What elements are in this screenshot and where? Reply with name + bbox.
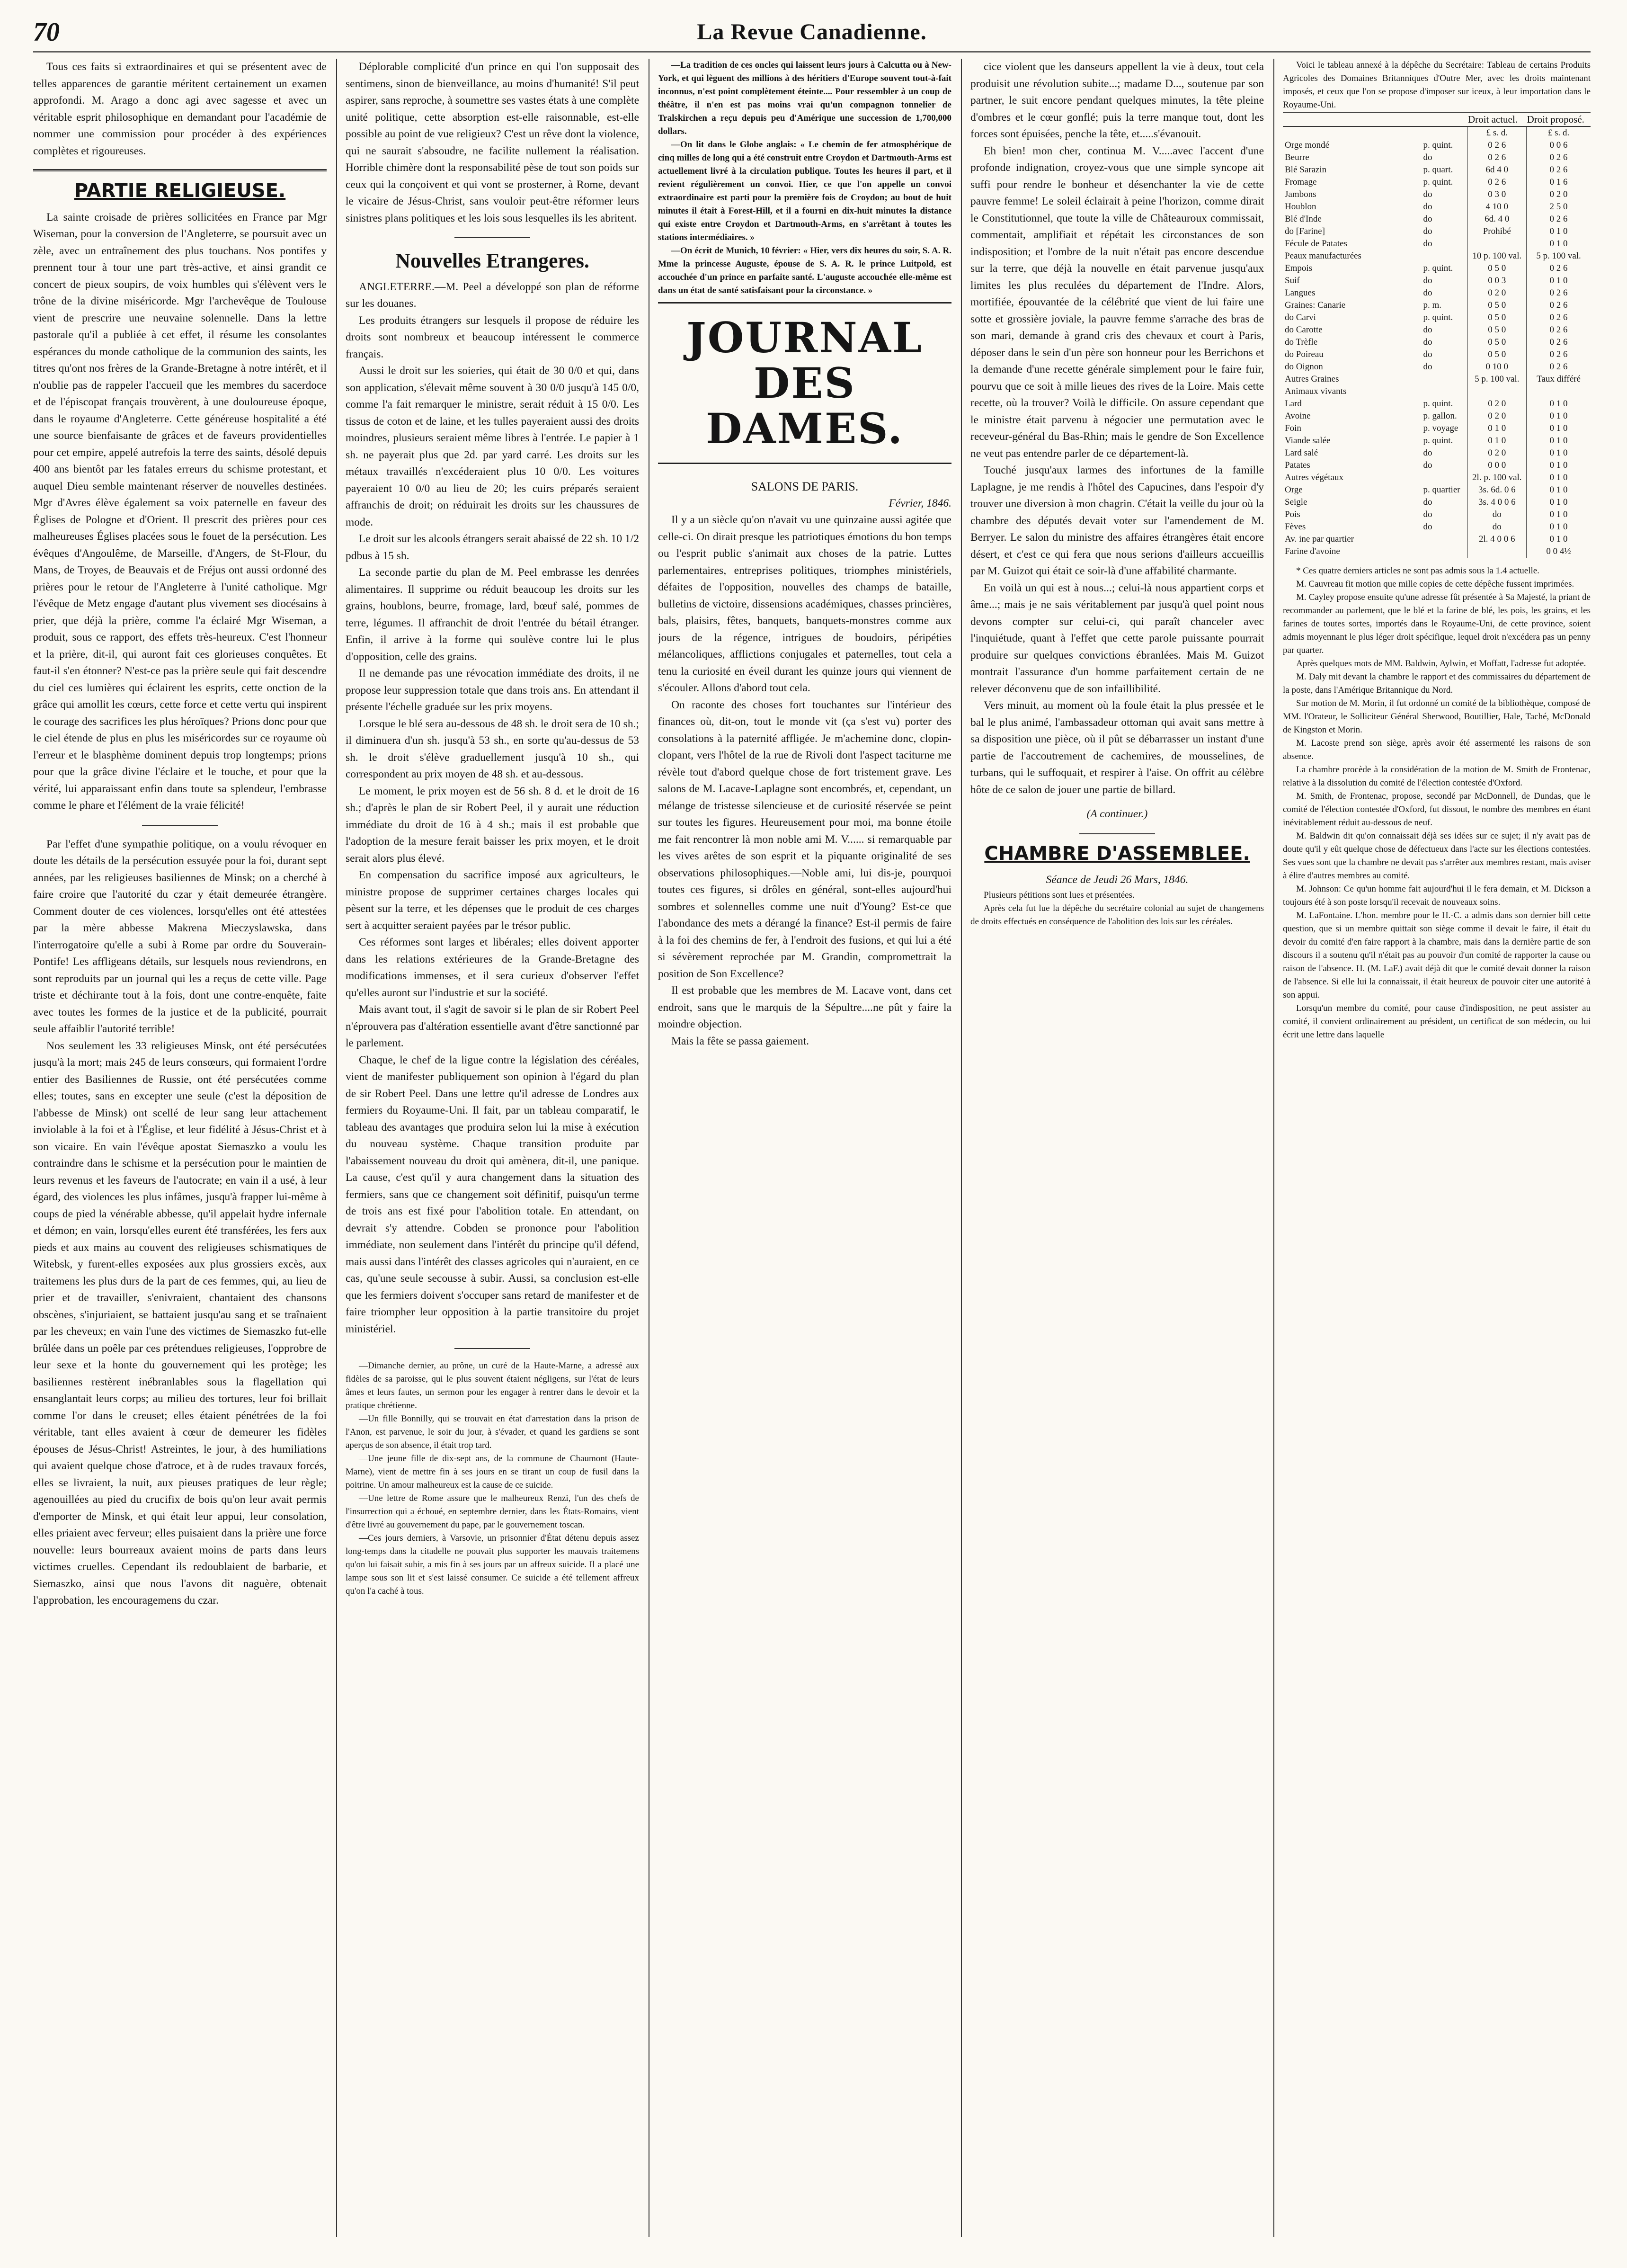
- table-row: [1283, 312, 1591, 324]
- to-be-continued: (A continuer.): [1086, 808, 1148, 820]
- column-header: Droit proposé.: [1527, 112, 1591, 126]
- column-1: [33, 59, 327, 2246]
- current-duty-cell: do: [1467, 521, 1527, 533]
- unit-cell: do: [1423, 226, 1432, 236]
- table-row: [1283, 422, 1591, 435]
- masthead: La Revue Canadienne.: [697, 19, 927, 45]
- table-row: [1283, 398, 1591, 410]
- proposed-duty-cell: 0 2 6: [1527, 299, 1591, 312]
- unit-cell: do: [1423, 497, 1432, 507]
- table-row: [1283, 250, 1591, 262]
- paragraph: Le moment, le prix moyen est de 56 sh. 8 d. et le droit de 16 sh.; d'après le plan de sir Robert Peel, il y aurait une réduction immédiate du droit de 16 à 4 sh.; mais il est probable que l'adoption de la mesure ferait baisser les prix moyen, et le droit serait alors plus élevé.: [346, 785, 639, 865]
- paragraph: La seconde partie du plan de M. Peel embrasse les denrées alimentaires. Il supprime ou réduit beaucoup les droits sur les grains, houblons, beurre, fromage, lard, bœuf salé, pommes de terre, légumes. Il affranchit de droit l'entrée du bétail étranger. Enfin, il arrive à la forme qui soulève contre lui le plus d'opposition, celle des grains.: [346, 566, 639, 663]
- unit-cell: p. quint.: [1423, 436, 1453, 446]
- paragraph: Le droit sur les alcools étrangers serait abaissé de 22 sh. 10 1/2 pdbus à 15 sh.: [346, 533, 639, 562]
- product-cell: do Poireau: [1285, 349, 1324, 359]
- product-cell: Autres Graines: [1285, 374, 1339, 384]
- current-duty-cell: 4 10 0: [1467, 201, 1527, 213]
- unit-cell: do: [1423, 239, 1432, 249]
- table-row: [1283, 447, 1591, 459]
- current-duty-cell: 2l. p. 100 val.: [1467, 472, 1527, 484]
- unit-cell: p. quint.: [1423, 177, 1453, 187]
- unit-cell: do: [1423, 349, 1432, 359]
- table-row: [1283, 496, 1591, 509]
- proposed-duty-cell: 0 1 0: [1527, 447, 1591, 459]
- divider: [454, 1348, 530, 1349]
- paragraph: M. Cayley propose ensuite qu'une adresse fût présentée à Sa Majesté, la priant de recommander au parlement, que le blé et la farine de blé, les pois, les grains, et les farines de toutes sortes, importés dans le Royaume-Uni, de cette province, soient admis moyennant le plus léger droit spécifique, lequel droit n'excédera pas un penny par quarter.: [1283, 592, 1591, 655]
- column-rule: [1273, 59, 1274, 2237]
- product-cell: do [Farine]: [1285, 226, 1325, 236]
- proposed-duty-cell: 0 0 6: [1527, 139, 1591, 152]
- table-row: [1283, 188, 1591, 201]
- table-row: [1283, 164, 1591, 176]
- current-duty-cell: [1467, 545, 1527, 558]
- unit-cell: [1422, 545, 1468, 558]
- table-row: [1283, 262, 1591, 275]
- column-header: Droit actuel.: [1467, 112, 1527, 126]
- page-header: [33, 17, 1591, 50]
- current-duty-cell: 0 5 0: [1467, 299, 1527, 312]
- product-cell: do Carotte: [1285, 325, 1323, 335]
- proposed-duty-cell: 0 1 0: [1527, 459, 1591, 472]
- column-2: [346, 59, 639, 2246]
- current-duty-cell: 0 2 6: [1467, 152, 1527, 164]
- proposed-duty-cell: 0 2 0: [1527, 188, 1591, 201]
- unit-cell: do: [1423, 276, 1432, 286]
- unit-cell: p. quart.: [1423, 165, 1453, 175]
- proposed-duty-cell: 0 1 0: [1527, 275, 1591, 287]
- unit-cell: do: [1423, 362, 1432, 372]
- news-item: —Ces jours derniers, à Varsovie, un prisonnier d'État détenu depuis assez long-temps dans la citadelle ne pouvait plus supporter les mauvais traitemens qu'on lui faisait subir, a mis fin à ses jours par un affreux suicide. Il a placé une lampe sous son lit et s'est laissé consumer. Ce suicide a été tellement affreux qu'on l'a caché à tous.: [346, 1533, 639, 1596]
- table-header-row: [1283, 112, 1591, 126]
- unit-cell: p. quint.: [1423, 263, 1453, 273]
- product-cell: Jambons: [1285, 189, 1316, 199]
- column-3: [658, 59, 951, 2246]
- unit-cell: do: [1423, 509, 1432, 519]
- intro-paragraph: Tous ces faits si extraordinaires et qui se présentent avec de telles apparences de garantie méritent certainement un examen approfondi. M. Arago a donc agi avec sagesse et avec un véritable esprit philosophique en demandant pour l'académie de nommer une commission pour procéder à des expériences complètes et rigoureuses.: [33, 61, 327, 157]
- current-duty-cell: 0 2 6: [1467, 176, 1527, 188]
- current-duty-cell: 3s. 4 0 0 6: [1467, 496, 1527, 509]
- unit-cell: do: [1423, 522, 1432, 532]
- unit-cell: do: [1423, 152, 1432, 162]
- news-item: —Une jeune fille de dix-sept ans, de la commune de Chaumont (Haute-Marne), vient de mettre fin à ses jours en se tirant un coup de fusil dans la poitrine. Un amour malheureux est la cause de ce suicide.: [346, 1454, 639, 1490]
- paragraph: La sainte croisade de prières sollicitées en France par Mgr Wiseman, pour la conversion de l'Angleterre, se poursuit avec un zèle, avec un entraînement des plus touchans. Nos pontifes y prennent tour à tour une part très-active, et ainsi grandit ce concert de pieux soupirs, de voix humbles qui s'élèvent vers le trône de la divine miséricorde. Mgr l'archevêque de Toulouse vient de prescrire une neuvaine solennelle. Dans la lettre pastorale qu'il a publiée à cet effet, il résume les consolantes espérances du monde catholique de la communion des saints, les titres qu'ont nos frères de la Grande-Bretagne à notre intérêt, et il n'oublie pas de rappeler l'accueil que les membres du sacerdoce et de l'épiscopat français trouvèrent, à une douloureuse époque, dans le royaume d'Angleterre. Cette généreuse hospitalité a été une source bienfaisante de grâces et de faveurs providentielles pour cet empire, appelé autrefois la terre des saints, désolé depuis 400 ans bientôt par les fatales erreurs du schisme protestant, et auquel Dieu semble maintenant réserver de nouvelles destinées. Mgr d'Avres élève également sa voix paternelle en faveur des Églises de Pologne et d'Orient. Il prescrit des prières pour ces malheureuses Églises placées sous le fouet de la persécution. Les évêques d'Angoulême, de Marseille, d'Angers, de St-Flour, du Mans, de Troyes, de Beauvais et de Fréjus ont aussi ordonné des prières pour le retour de l'Angleterre à l'unité catholique. Mgr l'évêque de Metz engage d'autant plus vivement ses diocésains à prier, que déjà la prière, comme l'a éclairé Mgr Wiseman, a produit, sous ce rapport, des effets très-heureux. C'est l'honneur et la prière, dit-il, qui auront fait ces glorieuses conquêtes. Et faut-il s'en étonner? N'est-ce pas la prière seule qui fait descendre du ciel ces lumières qui éclairent les esprits, cette onction de la grâce qui amollit les cœurs, cette force et cette vertu qui inspirent le courage des sacrifices les plus héroïques? Prions donc pour que le ciel étende de plus en plus les miséricordes sur ce royaume où l'erreur et le blasphème dominent depuis trop longtemps; prions pour que la grâce divine l'éclaire et le touche, et pour que la vérité, lui apparaissant enfin dans toute sa splendeur, l'embrasse comme le phare et l'élément de la vraie félicité!: [33, 211, 327, 812]
- table-row: [1283, 348, 1591, 361]
- paragraph: ANGLETERRE.—M. Peel a développé son plan de réforme sur les douanes.: [346, 280, 639, 310]
- page-number: 70: [33, 18, 60, 47]
- product-cell: Fèves: [1285, 522, 1306, 532]
- current-duty-cell: 10 p. 100 val.: [1467, 250, 1527, 262]
- proposed-duty-cell: 0 2 6: [1527, 348, 1591, 361]
- current-duty-cell: [1467, 385, 1527, 398]
- table-row: [1283, 336, 1591, 348]
- table-row: [1283, 459, 1591, 472]
- paragraph: Vers minuit, au moment où la foule était la plus pressée et le bal le plus animé, l'ambassadeur ottoman qui avait sans mettre à sa disposition une pièce, où il pût se débarrasser un instant d'une partie de l'accoutrement de cachemires, de mousselines, de turbans, qui le suffoquait, et respirer à l'aise. On offrit au célèbre hôte de ce salon de jouer une partie de billard.: [970, 699, 1264, 796]
- unit-cell: do: [1423, 288, 1432, 298]
- current-duty-cell: 0 5 0: [1467, 312, 1527, 324]
- current-duty-cell: 0 5 0: [1467, 348, 1527, 361]
- proposed-duty-cell: 0 1 0: [1527, 398, 1591, 410]
- paragraph: En compensation du sacrifice imposé aux agriculteurs, le ministre propose de supprimer certaines charges locales qui pèsent sur la terre, et les dépenses que le produit de ces charges sert à acquitter seraient payées par le trésor public.: [346, 869, 639, 932]
- paragraph: On raconte des choses fort touchantes sur l'intérieur des finances où, dit-on, tout le monde vit (ça s'est vu) porter des consolations à la paternité affligée. Je m'achemine donc, clopin-clopant, vers l'hôtel de la rue de Rivoli dont l'aspect taciturne me révèle tout d'abord quelque chose de fort tristement grave. Les salons de M. Lacave-Laplagne sont encombrés, et, cependant, un mélange de tristesse silencieuse et de curiosité réservée se peint sur toutes les figures. Heureusement pour moi, ma bonne étoile me fait rencontrer là mon noble ami M. V...... si remarquable par les vives arêtes de son esprit et la piquante originalité de ses observations philosophiques.—Noble ami, lui dis-je, pourquoi toutes ces figures, si drôles en général, sont-elles aujourd'hui sombres et solennelles comme une nuit d'Young? Est-ce que l'abondance des mets a dérangé la finance? Est-il permis de faire à la foi des chemins de fer, à l'endroit des fusions, et qui lui a été si sévèrement reprochée par M. Grandin, compromettrait la position de Son Excellence?: [658, 698, 951, 980]
- proposed-duty-cell: 0 1 0: [1527, 533, 1591, 545]
- unit-cell: [1422, 385, 1468, 398]
- product-cell: Pois: [1285, 509, 1300, 519]
- proposed-duty-cell: 0 2 6: [1527, 152, 1591, 164]
- proposed-duty-cell: 0 2 6: [1527, 312, 1591, 324]
- tariff-table: [1283, 112, 1591, 558]
- product-cell: Seigle: [1285, 497, 1307, 507]
- product-cell: do Trèfle: [1285, 337, 1318, 347]
- column-4: [970, 59, 1264, 2246]
- paragraph: Lorsque le blé sera au-dessous de 48 sh. le droit sera de 10 sh.; il diminuera d'un sh. jusqu'à 53 sh., en sorte qu'au-dessus de 53 sh. le droit s'élève graduellement jusqu'à 10 sh., qui correspondent au prix moyen de 48 sh. et au-dessous.: [346, 717, 639, 780]
- current-duty-cell: 0 5 0: [1467, 324, 1527, 336]
- unit-cell: do: [1423, 448, 1432, 458]
- current-duty-cell: 0 1 0: [1467, 435, 1527, 447]
- unit-cell: p. quint.: [1423, 140, 1453, 150]
- table-body: [1283, 139, 1591, 558]
- table-unit-row: [1283, 126, 1591, 139]
- current-duty-cell: 0 5 0: [1467, 336, 1527, 348]
- table-row: [1283, 373, 1591, 385]
- product-cell: Orge: [1285, 485, 1303, 495]
- table-row: [1283, 287, 1591, 299]
- unit-cell: [1422, 373, 1468, 385]
- paragraph: M. Smith, de Frontenac, propose, secondé par McDonnell, de Dundas, que le comité de l'élection contestée d'Oxford, fut dissout, le nombre des membres en étant inévitablement réduit au-dessous de neuf.: [1283, 791, 1591, 828]
- news-item: —On écrit de Munich, 10 février: « Hier, vers dix heures du soir, S. A. R. Mme la princesse Auguste, épouse de S. A. R. le prince Luitpold, est accouchée d'un prince en parfaite santé. L'auguste accouchée elle-même est dans un état de santé satisfaisant pour la circonstance. »: [658, 246, 951, 295]
- unit-cell: p. gallon.: [1423, 411, 1457, 421]
- proposed-duty-cell: 0 1 0: [1527, 496, 1591, 509]
- table-row: [1283, 238, 1591, 250]
- paragraph: Il ne demande pas une révocation immédiate des droits, il ne propose leur suppression totale que dans trois ans. En attendant il présente l'échelle graduée sur les prix moyens.: [346, 667, 639, 713]
- unit-cell: do: [1423, 337, 1432, 347]
- current-duty-cell: 5 p. 100 val.: [1467, 373, 1527, 385]
- table-intro: Voici le tableau annexé à la dépêche du Secrétaire: Tableau de certains Produits Agricoles des Domaines Britanniques d'Outre Mer, avec les droits maintenant imposés, et ceux que l'on se propose d'imposer sur iceux, à leur importation dans le Royaume-Uni.: [1283, 60, 1591, 110]
- current-duty-cell: 0 3 0: [1467, 188, 1527, 201]
- proposed-duty-cell: 2 5 0: [1527, 201, 1591, 213]
- paragraph: Mais la fête se passa gaiement.: [671, 1035, 809, 1047]
- table-row: [1283, 435, 1591, 447]
- paragraph: Les produits étrangers sur lesquels il propose de réduire les droits sont nombreux et beaucoup intéressent le commerce français.: [346, 314, 639, 360]
- paragraph: Plusieurs pétitions sont lues et présentées.: [984, 890, 1135, 900]
- table-row: [1283, 201, 1591, 213]
- paragraph: M. Daly mit devant la chambre le rapport et des commissaires du département de la poste, dans l'Amérique Britannique du Nord.: [1283, 672, 1591, 695]
- divider: [33, 169, 327, 171]
- unit-cell: p. quint.: [1423, 399, 1453, 409]
- current-duty-cell: 3s. 6d. 0 6: [1467, 484, 1527, 496]
- current-duty-cell: [1467, 238, 1527, 250]
- table-row: [1283, 324, 1591, 336]
- current-duty-cell: 0 5 0: [1467, 262, 1527, 275]
- product-cell: do Carvi: [1285, 313, 1316, 322]
- column-5: [1283, 59, 1591, 2246]
- section-title-chambre: CHAMBRE D'ASSEMBLEE.: [984, 842, 1250, 865]
- proposed-duty-cell: 5 p. 100 val.: [1527, 250, 1591, 262]
- table-row: [1283, 152, 1591, 164]
- current-duty-cell: 0 2 0: [1467, 447, 1527, 459]
- product-cell: Blé Sarazin: [1285, 165, 1327, 175]
- proposed-duty-cell: 0 1 0: [1527, 472, 1591, 484]
- unit-cell: do: [1423, 460, 1432, 470]
- proposed-duty-cell: 0 1 0: [1527, 238, 1591, 250]
- proposed-duty-cell: 0 1 0: [1527, 509, 1591, 521]
- unit-cell: p. voyage: [1423, 423, 1458, 433]
- table-row: [1283, 299, 1591, 312]
- paragraph: Il est probable que les membres de M. Lacave vont, dans cet endroit, sans que le marquis de la Sépultre....ne pût y faire la moindre objection.: [658, 984, 951, 1030]
- product-cell: Orge mondé: [1285, 140, 1330, 150]
- divider: [142, 825, 218, 826]
- unit-label: £ s. d.: [1467, 126, 1527, 139]
- product-cell: Suif: [1285, 276, 1300, 286]
- unit-cell: [1422, 533, 1468, 545]
- product-cell: Foin: [1285, 423, 1301, 433]
- proposed-duty-cell: 0 1 0: [1527, 410, 1591, 422]
- paragraph: Après quelques mots de MM. Baldwin, Aylwin, et Moffatt, l'adresse fut adoptée.: [1296, 659, 1586, 669]
- product-cell: Blé d'Inde: [1285, 214, 1322, 224]
- paragraph: M. Cauvreau fit motion que mille copies de cette dépêche fussent imprimées.: [1296, 579, 1574, 589]
- product-cell: Farine d'avoine: [1285, 546, 1340, 556]
- paragraph: Il y a un siècle qu'on n'avait vu une quinzaine aussi agitée que celle-ci. On dirait presque les patriotiques émotions du bon temps ou l'esprit public s'animait aux choses de la patrie. Luttes parlementaires, entreprises politiques, triomphes ministériels, défaites de l'opposition, nouvelles des champs de bataille, bulletins de victoire, dissensions académiques, chasses princières, bals, plaisirs, fêtes, banquets, banquets-monstres comme aux jours de la régence, intrigues de boudoirs, péripéties mélancoliques, afflictions conjugales et paternelles, tout cela a tenu la curiosité en éveil durant les quinze jours qui viennent de s'écouler. Allons d'abord tout cela.: [658, 514, 951, 694]
- paragraph: Eh bien! mon cher, continua M. V.....avec l'accent d'une profonde indignation, croyez-vous que une simple syncope ait suffi pour rendre le bonheur et désenchanter la vie de cette pauvre femme! Le soleil éclairait à peine l'horizon, comme dirait le Constitutionnel, que toute la ville de Châteauroux commissait, commentait, amplifiait et répétait les circonstances de son indisposition; et l'ombre de la nuit n'était pas encore descendue sur la terre, que déjà la nouvelle en était parvenue jusqu'aux limites les plus reculées du département de l'Indre. Alors, mortifiée, épouvantée de la célébrité que vient de lui faire une sotte et grossière joviale, la pauvre femme s'arrache des bras de son mari, demande à grand cris des chevaux et court à Paris, déposer dans le sein d'un père son honneur pour les Berrichons et la demande d'une recette générale simplement pour le faire fuir, pourvu que ce soit à mille lieues des rives de la Loire. Mais cette recette, où la trouver? Voilà le difficile. On assure cependant que le ministre était parvenu à négocier une permutation avec le receveur-général du Bas-Rhin; mais le gendre de Son Excellence ne veut pas entendre parler de ce département-là.: [970, 144, 1264, 460]
- proposed-duty-cell: 0 2 6: [1527, 164, 1591, 176]
- session-date: Séance de Jeudi 26 Mars, 1846.: [1046, 874, 1189, 886]
- paragraph: En voilà un qui est à nous...; celui-là nous appartient corps et âme...; mais je ne sais véritablement par jusqu'à quel point nous devons compter sur celui-ci, qui paraît chanceler avec l'inquiétude, quant à l'effet que cette parole puissante pourrait produire sur quelques convictions ébranlées. Mais M. Guizot montrait l'assurance d'un homme parfaitement certain de ne relever déconvenu que de son infaillibilité.: [970, 581, 1264, 695]
- paragraph: Par l'effet d'une sympathie politique, on a voulu révoquer en doute les détails de la persécution essuyée pour la foi, durant sept années, par les religieuses basiliennes de Minsk; on a cherché à faire croire que l'autorité du czar y était demeurée étrangère. Comment douter de ces violences, lorsqu'elles ont été attestées par la mère abbesse Makrena Mieczyslawska, dans l'interrogatoire qu'elle a subi à Rome par ordre du Souverain-Pontife! Les affligeans détails, sur lesquels nous reviendrons, en sont reproduits par un journal qui les a reçus de cette ville. Page triste et déchirante tout à la fois, dont une contre-enquête, faite avec toutes les formes de la justice et de la publicité, pourrait seule affaiblir l'autorité terrible!: [33, 838, 327, 1035]
- paragraph: M. LaFontaine. L'hon. membre pour le H.-C. a admis dans son dernier bill cette question, que si un membre quittait son siège comme il devait le faire, il était du devoir du comité d'en faire rapport à la chambre, mais dans la dernière partie de son discours il a soutenu qu'il n'était pas au pouvoir d'un comité de rapporter la cause ou raison de l'absence. H. (M. LaF.) avait déjà dit que le comité devait donner la raison de l'absence. Si elle lui la connaissait, il était heureux de pouvoir citer une autorité à son appui.: [1283, 911, 1591, 1000]
- table-row: [1283, 139, 1591, 152]
- product-cell: Houblon: [1285, 202, 1316, 212]
- table-row: [1283, 176, 1591, 188]
- proposed-duty-cell: 0 2 6: [1527, 324, 1591, 336]
- unit-label: £ s. d.: [1527, 126, 1591, 139]
- news-item: —On lit dans le Globe anglais: « Le chemin de fer atmosphérique de cinq milles de long qui a été construit entre Croydon et Dartmouth-Arms est actuellement livré à la circulation publique. Toutes les heures il part, et il revient régulièrement un convoi. Hier, ce que l'on appelle un convoi extraordinaire est parti pour la première fois de Croydon; au bout de huit minutes il était à Forest-Hill, et il a fourni en dix-huit minutes la distance qui existe entre Croydon et Dartmouth-Arms, en s'arrêtant à toutes les stations intermédiaires. »: [658, 140, 951, 242]
- unit-cell: p. quartier: [1423, 485, 1460, 495]
- table-row: [1283, 545, 1591, 558]
- product-cell: Empois: [1285, 263, 1313, 273]
- product-cell: Viande salée: [1285, 436, 1331, 446]
- proposed-duty-cell: Taux différé: [1527, 373, 1591, 385]
- paragraph: Chaque, le chef de la ligue contre la législation des céréales, vient de manifester publiquement son opinion à l'égard du plan de sir Robert Peel. Dans une lettre qu'il adresse de Londres aux fermiers du Royaume-Uni. Il fait, par un tableau comparatif, le tableau des avantages que produira selon lui la mise à exécution du nouveau système. Chaque transition produite par l'abaissement nouveau du droit qui amènera, dit-il, une panique. La cause, c'est qu'il y aura changement dans la situation des fermiers, sans que ce changement soit définitif, puisqu'un terme de trois ans est fixé pour l'abolition totale. En attendant, on devrait s'y attendre. Cobden se prononce pour l'abolition immédiate, non seulement dans l'intérêt du principe qu'il défend, mais aussi dans l'intérêt des classes agricoles qui n'auraient, en ce cas, qu'une seule secousse à subir. Aussi, sa conclusion est-elle que les fermiers doivent s'occuper sans retard de manifester et de faire triompher leur opposition à la partie transitoire du projet ministériel.: [346, 1054, 639, 1335]
- paragraph: Après cela fut lue la dépêche du secrétaire colonial au sujet de changemens de droits effectués en conséquence de l'abolition des lois sur les céréales.: [970, 903, 1264, 927]
- paragraph: M. Baldwin dit qu'on connaissait déjà ses idées sur ce sujet; il n'y avait pas de doute qu'il y eût quelque chose de défectueux dans l'acte sur les élections contestées. Ses vues sont que la chambre ne devait pas s'arrêter aux membres restant, mais aviser à élire d'autres membres au comité.: [1283, 831, 1591, 881]
- current-duty-cell: 0 0 3: [1467, 275, 1527, 287]
- current-duty-cell: 0 2 0: [1467, 398, 1527, 410]
- divider: [1079, 833, 1155, 834]
- proposed-duty-cell: 0 2 6: [1527, 336, 1591, 348]
- paragraph: La chambre procède à la considération de la motion de M. Smith de Frontenac, relative à la dissolution du comité de l'élection contestée d'Oxford.: [1283, 765, 1591, 788]
- proposed-duty-cell: 0 2 6: [1527, 262, 1591, 275]
- current-duty-cell: Prohibé: [1467, 225, 1527, 238]
- product-cell: Beurre: [1285, 152, 1309, 162]
- product-cell: Avoine: [1285, 411, 1311, 421]
- product-cell: Fécule de Patates: [1285, 239, 1347, 249]
- paragraph: Lorsqu'un membre du comité, pour cause d'indisposition, ne peut assister au comité, il convient ordinairement au président, un certificat de son médecin, ou lui écrit une lettre dans laquelle: [1283, 1003, 1591, 1040]
- table-row: [1283, 385, 1591, 398]
- table-row: [1283, 472, 1591, 484]
- current-duty-cell: 6d. 4 0: [1467, 213, 1527, 225]
- product-cell: Fromage: [1285, 177, 1317, 187]
- paragraph: Aussi le droit sur les soieries, qui était de 30 0/0 et qui, dans son application, s'élevait même souvent à 30 0/0 jusqu'à 145 0/0, comme l'a fait remarquer le ministre, serait réduit à 15 0/0. Les tissus de coton et de laine, et les tulles payeraient aussi des droits moindres, plusieurs seraient même libres à l'entrée. Le papier à 1 sh. ne payerait plus que 2d. par yard carré. Les droits sur les métaux travaillés n'excéderaient plus 10 0/0. Les voitures payeraient 10 0/0 au lieu de 20; les cuirs préparés seraient affranchis de droit; on réduirait les droits sur les chaussures de mode.: [346, 365, 639, 528]
- divider: [454, 237, 530, 238]
- proposed-duty-cell: 0 2 6: [1527, 361, 1591, 373]
- news-item: —Une lettre de Rome assure que le malheureux Renzi, l'un des chefs de l'insurrection qui a échoué, en septembre dernier, dans les États-Romains, vient d'être livré au gouvernement du pape, par le gouvernement toscan.: [346, 1493, 639, 1530]
- proposed-duty-cell: 0 0 4½: [1527, 545, 1591, 558]
- unit-cell: [1422, 472, 1468, 484]
- proposed-duty-cell: 0 1 6: [1527, 176, 1591, 188]
- product-cell: Patates: [1285, 460, 1310, 470]
- proposed-duty-cell: 0 1 0: [1527, 484, 1591, 496]
- paragraph: Nos seulement les 33 religieuses Minsk, ont été persécutées jusqu'à la mort; mais 245 de leurs consœurs, qui formaient l'ordre entier des Basiliennes de Russie, ont été persécutées comme elles; toutes, sans en excepter une seule (c'est la déposition de l'abbesse de Minsk) ont scellé de leur sang leur attachement inviolable à la foi et à l'Église, et leur fidélité à Jésus-Christ et à son vicaire. En vain l'évêque apostat Siemaszko a voulu les contraindre dans le schisme et la persécution pour le maintien de leurs revenus et les faveurs de l'autocrate; en vain il a usé, à leur égard, des violences les plus infâmes, jusqu'à frapper lui-même à coups de pied la vénérable abbesse, qu'il appelait hydre infernale et démon; en vain, lorsqu'elles eurent été transférées, les fers aux pieds et aux mains au couvent des religieuses schismatiques de Witebsk, y furent-elles exposées aux plus grossiers excès, aux traitemens les plus durs de la part de ces femmes, qui, au lieu de prier et de travailler, s'enivraient, chantaient des chansons obscènes, s'injuriaient, se battaient jusqu'au sang et se traînaient par les cheveux; en vain l'une des victimes de Siemaszko fut-elle brûlée dans un poêle par ces prétendues religieuses, l'opprobre de leur sexe et la honte du gouvernement qui les protège; les basiliennes restèrent inébranlables sous la flagellation qui ensanglantait leurs corps; au milieu des tortures, leur foi brillait comme l'or dans le creuset; elles étaient pénétrées de la foi véritable, tant elles avaient à cœur de demeurer les fidèles épouses de Jésus-Christ! Astreintes, le jour, à des humiliations qui avaient quelque chose d'atroce, et à de rudes travaux forcés, elles se livraient, la nuit, aux pieuses pratiques de leur règle; agenouillées au pied du crucifix de bois qu'on leur avait permis d'emporter de Minsk, et qui était leur appui, leur consolation, elles priaient avec ferveur; elles puisaient dans la prière une force nouvelle: leurs bourreaux avaient moins de parts dans leurs victimes cruelles. Cependant ils redoublaient de barbarie, et Siemaszko, ainsi que nous l'avons dit naguère, obtenait l'approbation, les encouragemens du czar.: [33, 1039, 327, 1607]
- journal-des-dames-title: JOURNAL DES DAMES.: [658, 302, 951, 464]
- paragraph: M. Johnson: Ce qu'un homme fait aujourd'hui il le fera demain, et M. Dickson a toujours été à son poste lorsqu'il recevait de nouveaux soins.: [1283, 884, 1591, 907]
- table-row: [1283, 484, 1591, 496]
- proposed-duty-cell: 0 1 0: [1527, 225, 1591, 238]
- product-cell: Lard: [1285, 399, 1302, 409]
- unit-cell: [1422, 250, 1468, 262]
- product-cell: Peaux manufacturées: [1285, 251, 1361, 261]
- proposed-duty-cell: 0 1 0: [1527, 521, 1591, 533]
- proposed-duty-cell: 0 2 6: [1527, 287, 1591, 299]
- paragraph: M. Lacoste prend son siège, après avoir été assermenté les raisons de son absence.: [1283, 738, 1591, 761]
- current-duty-cell: 0 1 0: [1467, 422, 1527, 435]
- current-duty-cell: 0 0 0: [1467, 459, 1527, 472]
- dateline: Février, 1846.: [889, 497, 951, 509]
- header-rule: [33, 51, 1591, 53]
- unit-cell: do: [1423, 325, 1432, 335]
- product-cell: Av. ine par quartier: [1285, 534, 1354, 544]
- current-duty-cell: 6d 4 0: [1467, 164, 1527, 176]
- unit-cell: do: [1423, 202, 1432, 212]
- table-row: [1283, 275, 1591, 287]
- table-row: [1283, 410, 1591, 422]
- table-row: [1283, 213, 1591, 225]
- table-row: [1283, 361, 1591, 373]
- paragraph: Mais avant tout, il s'agit de savoir si le plan de sir Robert Peel n'éprouvera pas d'altération essentielle avant d'être sanctionné par le parlement.: [346, 1003, 639, 1049]
- current-duty-cell: 0 2 6: [1467, 139, 1527, 152]
- product-cell: Autres végétaux: [1285, 473, 1343, 482]
- news-item: —La tradition de ces oncles qui laissent leurs jours à Calcutta ou à New-York, et qui lèguent des millions à des héritiers d'Europe souvent tout-à-fait inconnus, n'est point complètement éteinte.... Pour ressembler à un coup de théâtre, il n'en est pas moins vrai qu'un compagnon tonnelier de Tralskirchen a reçu depuis peu d'Amérique une succession de 1,700,000 dollars.: [658, 60, 951, 136]
- unit-cell: do: [1423, 214, 1432, 224]
- paragraph: Touché jusqu'aux larmes des infortunes de la famille Laplagne, je me rendis à l'hôtel des Capucines, dans l'espoir d'y trouver une diversion à mon chagrin. C'était la veille du jour où la chambre des députés devait voter sur l'amendement de M. Berryer. Le salon du ministre des affaires étrangères était encore désert, et c'est ce qui fera que nous serions d'ailleurs accueillis par M. Guizot qui était ce soir-là d'une affabilité charmante.: [970, 464, 1264, 577]
- proposed-duty-cell: 0 2 6: [1527, 213, 1591, 225]
- proposed-duty-cell: 0 1 0: [1527, 422, 1591, 435]
- current-duty-cell: 0 10 0: [1467, 361, 1527, 373]
- product-cell: do Oignon: [1285, 362, 1323, 372]
- paragraph: Déplorable complicité d'un prince en qui l'on supposait des sentimens, sinon de bienveillance, au moins d'humanité! S'il peut aspirer, sans reproche, à soumettre ses vastes états à une complète unité politique, cette absorption est-elle raisonnable, est-elle possible au point de vue religieux? C'est un rêve dont la violence, qui ne saurait s'absoudre, ne facilite nullement la réalisation. Horrible chimère dont la responsabilité pèse de tout son poids sur ceux qui la conçoivent et qui vont se prosterner, à Rome, devant le vicaire de Jésus-Christ, sans vouloir peut-être réformer leurs sinistres plans politiques et les lois sous lesquelles ils les abritent.: [346, 61, 639, 224]
- table-row: [1283, 521, 1591, 533]
- subheading: SALONS DE PARIS.: [751, 480, 859, 493]
- section-title-nouvelles: Nouvelles Etrangeres.: [395, 249, 589, 272]
- product-cell: Lard salé: [1285, 448, 1318, 458]
- table-row: [1283, 533, 1591, 545]
- table-row: [1283, 509, 1591, 521]
- column-rule: [336, 59, 337, 2237]
- paragraph: Sur motion de M. Morin, il fut ordonné un comité de la bibliothèque, composé de MM. l'Orateur, le Solliciteur Général Sherwood, Boutillier, Hale, Taché, McDonald de Kingston et Morin.: [1283, 698, 1591, 735]
- unit-cell: do: [1423, 189, 1432, 199]
- proposed-duty-cell: 0 1 0: [1527, 435, 1591, 447]
- column-rule: [961, 59, 962, 2237]
- paragraph: cice violent que les danseurs appellent la vie à deux, tout cela produisit une révolution subite...; madame D..., soutenue par son partner, le suit encore pendant quelques minutes, la tête pleine d'ombres et le cœur gonflé; puis la terre manque tout, dont les forces sont épuisées, penche la tête, et.....s'évanouit.: [970, 61, 1264, 140]
- current-duty-cell: 0 2 0: [1467, 410, 1527, 422]
- current-duty-cell: do: [1467, 509, 1527, 521]
- unit-cell: p. quint.: [1423, 313, 1453, 322]
- product-cell: Langues: [1285, 288, 1316, 298]
- current-duty-cell: 0 2 0: [1467, 287, 1527, 299]
- paragraph: Ces réformes sont larges et libérales; elles doivent apporter dans les relations extérieures de la Grande-Bretagne des modifications immenses, et il sera curieux d'observer l'effet qu'elles auront sur l'industrie et sur la société.: [346, 936, 639, 999]
- news-item: —Dimanche dernier, au prône, un curé de la Haute-Marne, a adressé aux fidèles de sa paroisse, qui le plus souvent étaient négligens, sur l'état de leurs âmes et leurs fautes, un sermon pour les engager à rentrer dans le devoir et la pratique chrétienne.: [346, 1361, 639, 1411]
- proposed-duty-cell: [1527, 385, 1591, 398]
- current-duty-cell: 2l. 4 0 0 6: [1467, 533, 1527, 545]
- section-title-religieuse: PARTIE RELIGIEUSE.: [74, 180, 286, 202]
- product-cell: Animaux vivants: [1285, 386, 1347, 396]
- product-cell: Graines: Canarie: [1285, 300, 1346, 310]
- footnote: * Ces quatre derniers articles ne sont pas admis sous la 1.4 actuelle.: [1296, 566, 1539, 576]
- unit-cell: p. m.: [1423, 300, 1442, 310]
- table-row: [1283, 225, 1591, 238]
- news-item: —Un fille Bonnilly, qui se trouvait en état d'arrestation dans la prison de l'Anon, est parvenue, le soir du jour, à s'évader, et quand les gardiens se sont aperçus de son absence, il était trop tard.: [346, 1414, 639, 1450]
